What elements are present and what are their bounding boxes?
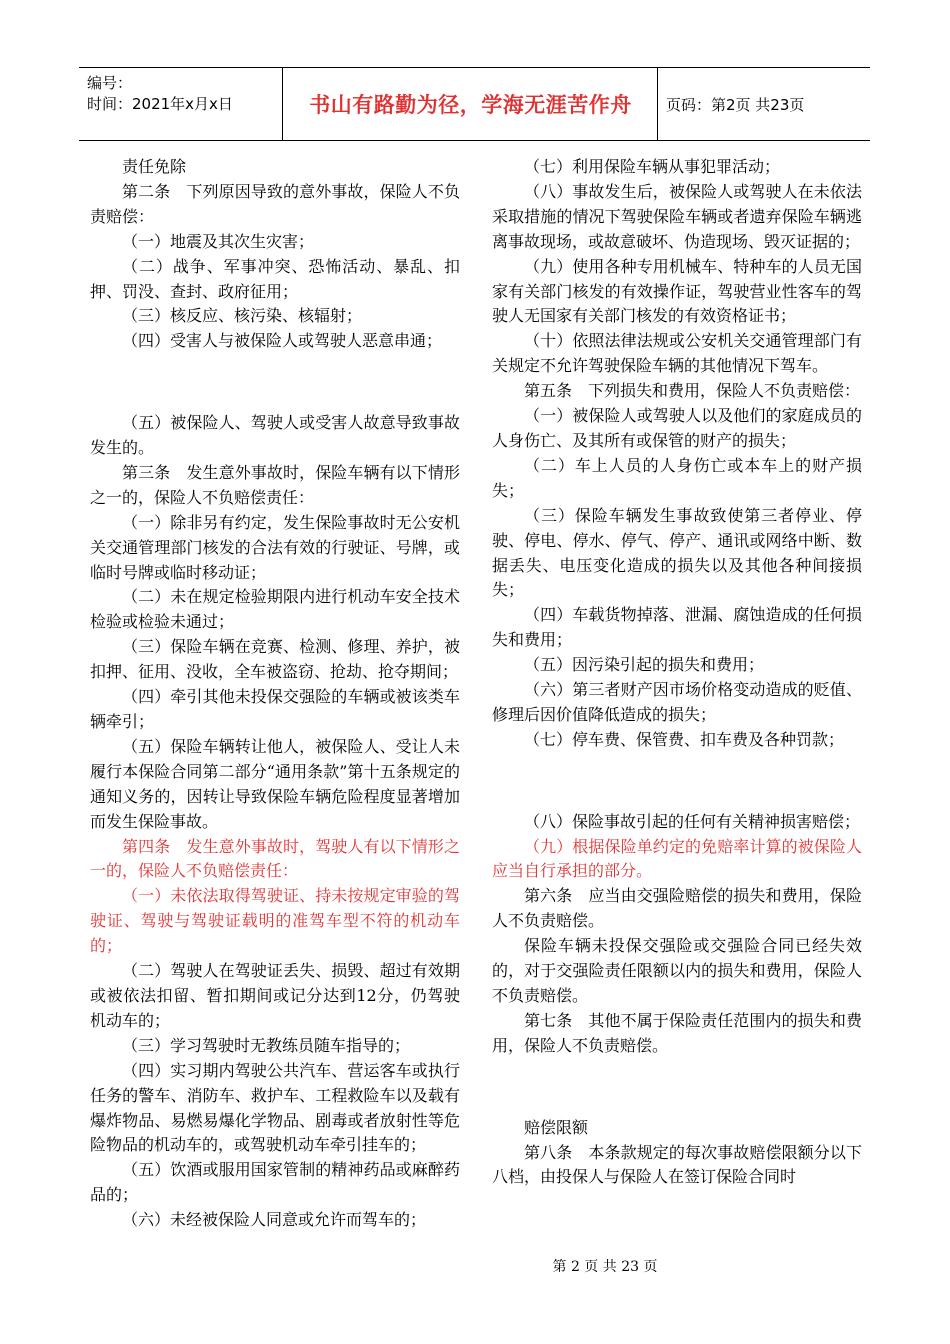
document-number-label: 编号： xyxy=(87,74,133,92)
paragraph: （二）驾驶人在驾驶证丢失、损毁、超过有效期或被依法扣留、暂扣期间或记分达到12分，仍驾驶机动车的； xyxy=(90,961,460,1030)
paragraph: 第二条 下列原因导致的意外事故，保险人不负责赔偿： xyxy=(90,181,460,226)
paragraph: （一）未依法取得驾驶证、持未按规定审验的驾驶证、驾驶与驾驶证载明的准驾车型不符的机动车的； xyxy=(90,886,460,956)
blank-line xyxy=(492,769,862,794)
paragraph: （二）未在规定检验期限内进行机动车安全技术检验或检验未通过； xyxy=(90,587,460,632)
paragraph: （三）保险车辆发生事故致使第三者停业、停驶、停电、停水、停气、停产、通讯或网络中断、数据丢失、电压变化造成的损失以及其他各种间接损失； xyxy=(492,505,862,600)
paragraph: （五）被保险人、驾驶人或受害人故意导致事故发生的。 xyxy=(90,413,460,458)
paragraph: （四）车载货物掉落、泄漏、腐蚀造成的任何损失和费用； xyxy=(492,605,862,650)
paragraph: （四）实习期内驾驶公共汽车、营运客车或执行任务的警车、消防车、救护车、工程救险车以及载有爆炸物品、易燃易爆化学物品、剧毒或者放射性等危险物品的机动车的，或驾驶机动车牵引挂车的； xyxy=(90,1060,460,1155)
blank-line xyxy=(90,370,460,395)
paragraph: （五）保险车辆转让他人，被保险人、受让人未履行本保险合同第二部分“通用条款”第十五条规定的通知义务的，因转让导致保险车辆危险程度显著增加而发生保险事故。 xyxy=(90,736,460,831)
paragraph: 第五条 下列损失和费用，保险人不负责赔偿： xyxy=(524,381,861,401)
paragraph: （二）车上人员的人身伤亡或本车上的财产损失； xyxy=(492,455,862,500)
paragraph: （八）保险事故引起的任何有关精神损害赔偿； xyxy=(524,811,861,831)
page-footer: 第 2 页 共 23 页 xyxy=(552,1259,658,1275)
header-motto: 书山有路勤为径，学海无涯苦作舟 xyxy=(309,93,632,117)
paragraph: （三）核反应、核污染、核辐射； xyxy=(122,306,363,326)
paragraph: （九）使用各种专用机械车、特种车的人员无国家有关部门核发的有效操作证，驾驶营业性客车的驾驶人无国家有关部门核发的有效资格证书； xyxy=(492,256,862,326)
right-column xyxy=(492,155,862,1190)
paragraph: （一）除非另有约定，发生保险事故时无公安机关交通管理部门核发的合法有效的行驶证、号牌，或临时号牌或临时移动证； xyxy=(90,512,460,582)
document-date: 时间：2021年x月x日 xyxy=(87,95,233,113)
paragraph: 赔偿限额 xyxy=(524,1117,589,1137)
paragraph: （七）利用保险车辆从事犯罪活动； xyxy=(524,157,781,176)
paragraph: （八）事故发生后，被保险人或驾驶人在未依法采取措施的情况下驾驶保险车辆或者遗弃保险车辆逃离事故现场，或故意破坏、伪造现场、毁灭证据的； xyxy=(492,181,862,251)
left-column xyxy=(90,155,460,1233)
paragraph: 保险车辆未投保交强险或交强险合同已经失效的，对于交强险责任限额以内的损失和费用，保险人不负责赔偿。 xyxy=(492,936,862,1005)
paragraph: （九）根据保险单约定的免赔率计算的被保险人应当自行承担的部分。 xyxy=(492,836,862,881)
paragraph: 第七条 其他不属于保险责任范围内的损失和费用，保险人不负责赔偿。 xyxy=(492,1010,862,1055)
paragraph: 第六条 应当由交强险赔偿的损失和费用，保险人不负责赔偿。 xyxy=(492,886,862,931)
paragraph: （四）牵引其他未投保交强险的车辆或被该类车辆牵引； xyxy=(90,687,460,732)
paragraph: （七）停车费、保管费、扣车费及各种罚款； xyxy=(524,729,845,749)
paragraph: 第八条 本条款规定的每次事故赔偿限额分以下八档，由投保人与保险人在签订保险合同时 xyxy=(492,1142,862,1187)
paragraph: （六）未经被保险人同意或允许而驾车的； xyxy=(122,1210,427,1230)
paragraph: （五）饮酒或服用国家管制的精神药品或麻醉药品的； xyxy=(90,1160,460,1205)
header-motto-cell xyxy=(284,68,658,140)
paragraph: （三）学习驾驶时无教练员随车指导的； xyxy=(122,1035,411,1055)
header-page-info: 页码：第2页 共23页 xyxy=(666,95,805,114)
page-header xyxy=(79,67,870,141)
paragraph: 第三条 发生意外事故时，保险车辆有以下情形之一的，保险人不负赔偿责任： xyxy=(90,462,460,507)
paragraph: （二）战争、军事冲突、恐怖活动、暴乱、扣押、罚没、查封、政府征用； xyxy=(90,256,460,301)
header-meta xyxy=(79,68,283,140)
paragraph: （一）地震及其次生灾害； xyxy=(122,231,315,251)
paragraph: （一）被保险人或驾驶人以及他们的家庭成员的人身伤亡、及其所有或保管的财产的损失； xyxy=(492,406,862,450)
paragraph: （六）第三者财产因市场价格变动造成的贬值、修理后因价值降低造成的损失； xyxy=(492,680,862,724)
paragraph: （三）保险车辆在竞赛、检测、修理、养护，被扣押、征用、没收，全车被盗窃、抢劫、抢夺期间； xyxy=(90,637,460,682)
paragraph: （四）受害人与被保险人或驾驶人恶意串通； xyxy=(122,331,443,351)
paragraph: 第四条 发生意外事故时，驾驶人有以下情形之一的，保险人不负赔偿责任： xyxy=(90,836,460,881)
paragraph: （十）依照法律法规或公安机关交通管理部门有关规定不允许驾驶保险车辆的其他情况下驾车。 xyxy=(492,331,862,376)
blank-line xyxy=(492,1075,862,1100)
paragraph: 责任免除 xyxy=(122,157,187,176)
paragraph: （五）因污染引起的损失和费用； xyxy=(524,655,765,675)
